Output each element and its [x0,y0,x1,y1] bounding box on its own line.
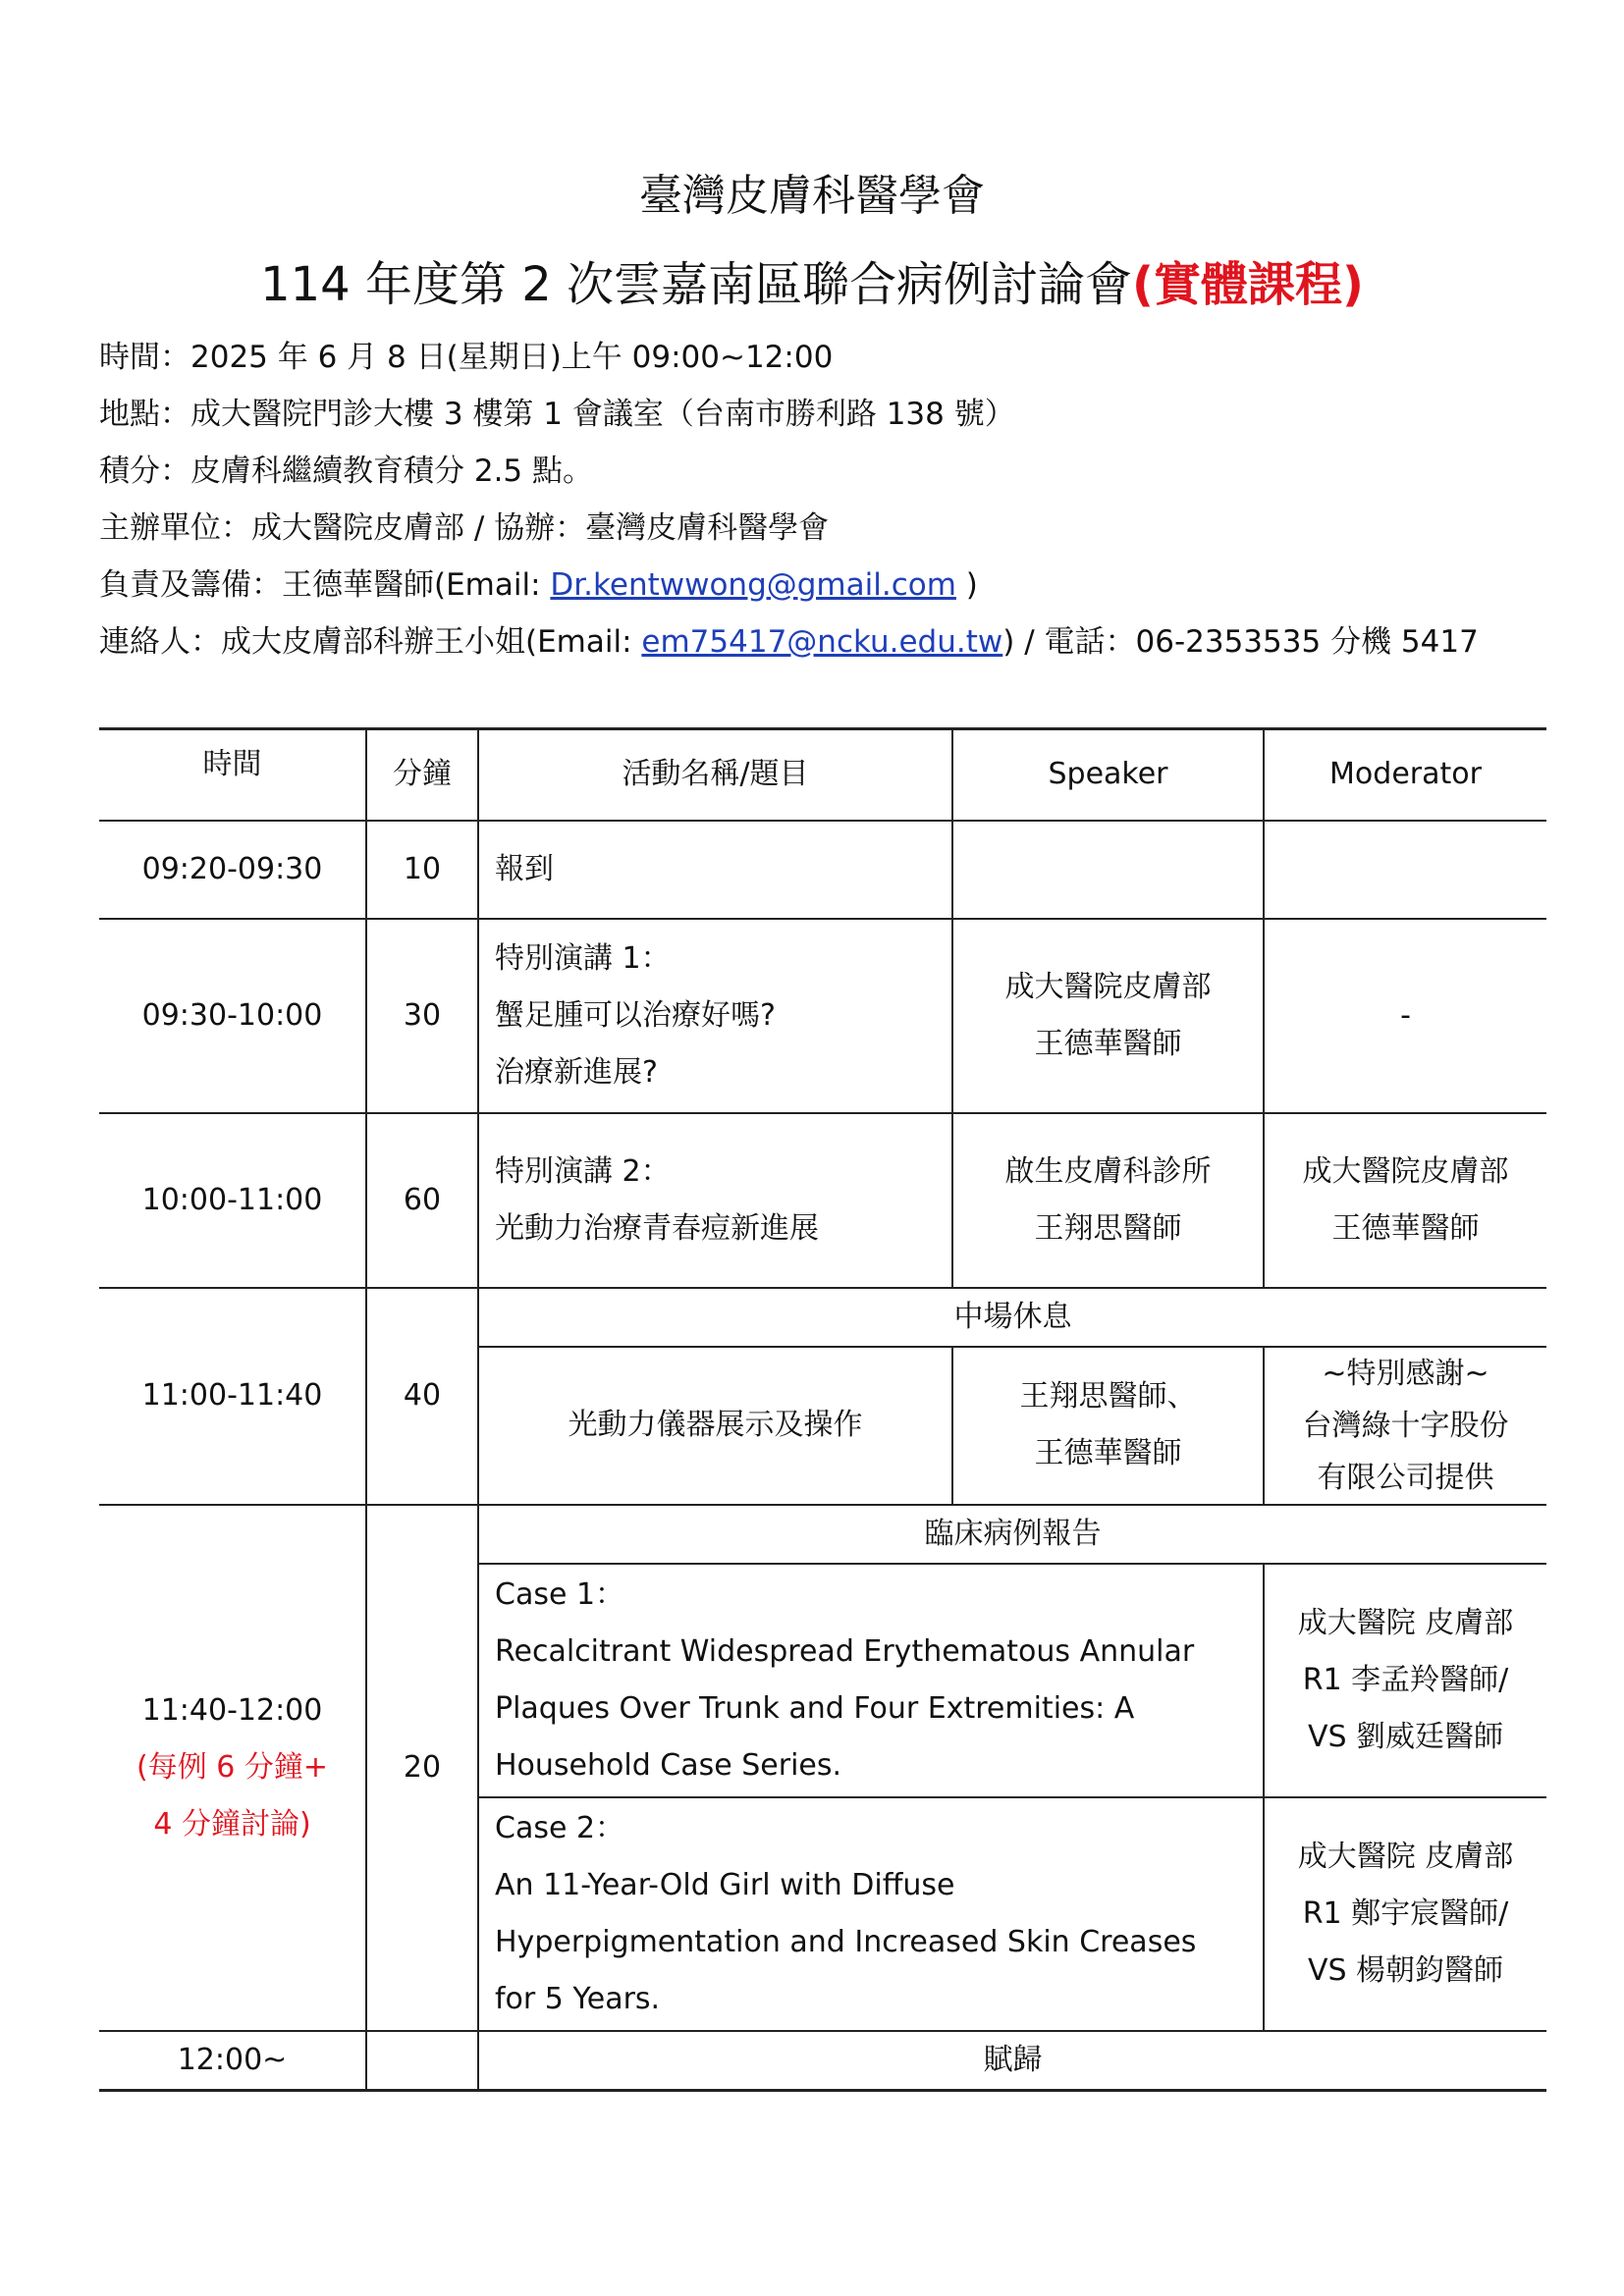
moderator-line: 成大醫院皮膚部 [1302,1153,1509,1189]
moderator-line: VS 楊朝鈞醫師 [1307,1952,1504,1988]
event-title-main: 114 年度第 2 次雲嘉南區聯合病例討論會 [260,257,1133,312]
row-moderator: - [1264,919,1546,1113]
info-credit: 積分：皮膚科繼續教育積分 2.5 點。 [99,454,594,489]
table-row [99,1113,1546,1288]
row-time: 12:00~ [177,2042,288,2077]
case2-moderator [1264,1797,1546,2031]
organizer-email-link[interactable]: Dr.kentwwong@gmail.com [550,567,956,603]
break-label: 中場休息 [478,1288,1546,1347]
contact-phone: ) / 電話：06-2353535 分機 5417 [1002,624,1479,660]
case-line: Hyperpigmentation and Increased Skin Creases [495,1924,1197,1959]
speaker-line: 王翔思醫師 [1034,1210,1182,1246]
table-row [99,2031,1546,2091]
row-speaker [952,821,1264,919]
row-time [99,1505,366,2031]
row-time: 11:00-11:40 [141,1378,323,1413]
organizer-label: 負責及籌備：王德華醫師(Email: [99,567,551,603]
moderator-line: 成大醫院 皮膚部 [1297,1605,1514,1640]
contact-email-link[interactable]: em75417@ncku.edu.tw [641,624,1003,660]
row-moderator [1264,1113,1546,1288]
case2-topic [478,1797,1264,2031]
time-note: (每例 6 分鐘+ [136,1749,328,1785]
row-minutes: 30 [366,919,478,1113]
row-minutes: 20 [366,1505,478,2031]
organization-title: 臺灣皮膚科醫學會 [639,171,985,221]
table-row [99,919,1546,1113]
header-minutes: 分鐘 [366,729,478,821]
section-label: 臨床病例報告 [478,1505,1546,1564]
row-time: 09:30-10:00 [141,997,323,1033]
row-topic [478,1113,952,1288]
case1-topic [478,1564,1264,1797]
table-row [99,1505,1546,1564]
table-header-row [99,729,1546,821]
moderator-line: R1 李孟羚醫師/ [1302,1662,1509,1697]
row-time: 09:20-09:30 [141,851,323,886]
case1-moderator [1264,1564,1546,1797]
event-title [0,250,1624,319]
event-info [99,329,1572,670]
header-topic: 活動名稱/題目 [478,729,952,821]
moderator-line: 有限公司提供 [1317,1460,1494,1495]
table-row [99,1288,1546,1347]
speaker-line: 成大醫院皮膚部 [1004,969,1212,1004]
moderator-line: VS 劉威廷醫師 [1307,1719,1504,1754]
row-topic [478,919,952,1113]
moderator-line: ~特別感謝~ [1322,1356,1489,1391]
info-time: 時間：2025 年 6 月 8 日(星期日)上午 09:00~12:00 [99,340,834,375]
moderator-line: R1 鄭宇宸醫師/ [1302,1896,1509,1931]
row-speaker [952,1113,1264,1288]
row-speaker [952,919,1264,1113]
case-line: Recalcitrant Widespread Erythematous Annular [495,1633,1195,1669]
row-moderator [1264,1347,1546,1505]
topic-line: 治療新進展? [495,1054,658,1090]
row-time: 10:00-11:00 [141,1182,323,1217]
speaker-line: 王翔思醫師、 [1019,1379,1197,1414]
topic-line: 蟹足腫可以治療好嗎? [495,997,776,1033]
schedule-table [99,727,1546,2092]
speaker-line: 王德華醫師 [1034,1436,1182,1470]
speaker-line: 啟生皮膚科診所 [1004,1153,1212,1189]
moderator-line: 王德華醫師 [1331,1210,1480,1246]
topic-line: 光動力治療青春痘新進展 [495,1210,819,1246]
topic-line: 特別演講 1： [495,940,671,976]
row-minutes: 10 [366,821,478,919]
header-speaker: Speaker [952,729,1264,821]
info-place: 地點：成大醫院門診大樓 3 樓第 1 會議室（台南市勝利路 138 號） [99,397,1015,432]
case-line: for 5 Years. [495,1981,661,2016]
info-host: 主辦單位：成大醫院皮膚部 / 協辦：臺灣皮膚科醫學會 [99,510,830,546]
time-note: 4 分鐘討論) [153,1806,311,1842]
moderator-line: 成大醫院 皮膚部 [1297,1839,1514,1874]
row-topic: 光動力儀器展示及操作 [478,1347,952,1505]
header-moderator: Moderator [1264,729,1546,821]
case-line: An 11-Year-Old Girl with Diffuse [495,1867,955,1902]
table-row [99,821,1546,919]
row-topic: 賦歸 [478,2031,1546,2091]
time-range: 11:40-12:00 [141,1692,323,1728]
row-topic: 報到 [478,821,952,919]
info-contact-person [99,614,1572,670]
case-line: Case 2： [495,1810,625,1845]
organizer-suffix: ) [955,567,978,603]
row-minutes [366,2031,478,2091]
case-line: Case 1： [495,1576,625,1612]
case-line: Household Case Series. [495,1747,842,1783]
topic-line: 特別演講 2： [495,1153,671,1189]
case-line: Plaques Over Trunk and Four Extremities: A [495,1690,1135,1726]
speaker-line: 王德華醫師 [1034,1026,1182,1061]
event-title-tag: (實體課程) [1132,257,1364,312]
row-speaker [952,1347,1264,1505]
moderator-line: 台灣綠十字股份 [1302,1408,1509,1443]
row-moderator [1264,821,1546,919]
contact-label: 連絡人：成大皮膚部科辦王小姐(Email: [99,624,642,660]
header-time: 時間 [202,747,262,781]
row-minutes: 40 [366,1288,478,1505]
row-minutes: 60 [366,1113,478,1288]
info-organizer-contact [99,557,1572,614]
